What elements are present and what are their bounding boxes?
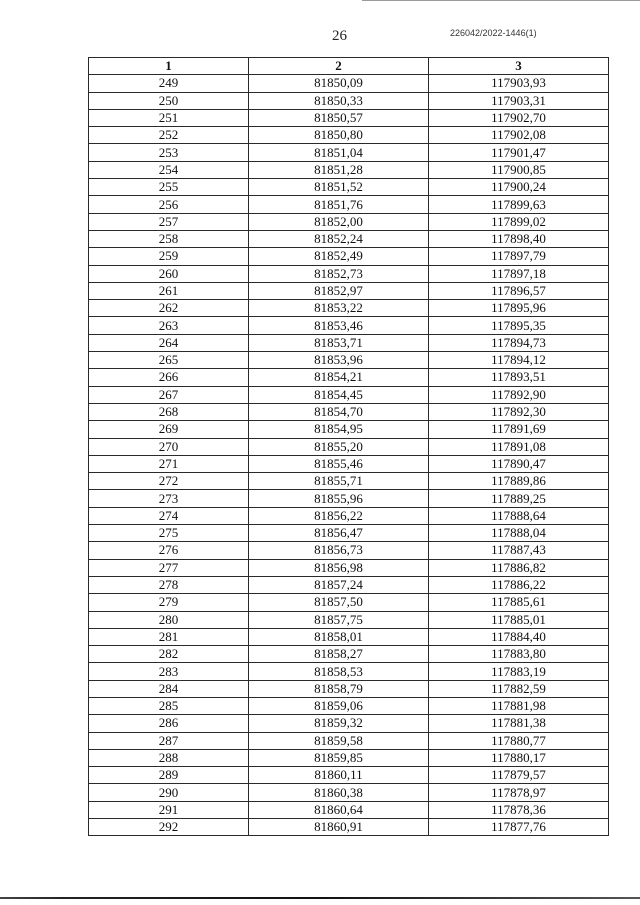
point-number-cell: 290 [89,784,249,801]
y-coordinate-cell: 117895,35 [429,317,609,334]
y-coordinate-cell: 117880,77 [429,732,609,749]
top-rule [362,0,640,1]
x-coordinate-cell: 81852,73 [249,265,429,282]
coordinates-table [88,57,609,836]
point-number-cell: 273 [89,490,249,507]
table-row [89,611,609,628]
point-number-cell: 279 [89,594,249,611]
table-row [89,680,609,697]
y-coordinate-cell: 117889,25 [429,490,609,507]
x-coordinate-cell: 81859,06 [249,697,429,714]
y-coordinate-cell: 117898,40 [429,230,609,247]
point-number-cell: 269 [89,421,249,438]
x-coordinate-cell: 81855,71 [249,473,429,490]
x-coordinate-cell: 81855,46 [249,455,429,472]
point-number-cell: 254 [89,161,249,178]
table-row [89,715,609,732]
point-number-cell: 291 [89,801,249,818]
x-coordinate-cell: 81857,50 [249,594,429,611]
y-coordinate-cell: 117883,19 [429,663,609,680]
y-coordinate-cell: 117878,36 [429,801,609,818]
y-coordinate-cell: 117903,31 [429,92,609,109]
x-coordinate-cell: 81855,96 [249,490,429,507]
y-coordinate-cell: 117889,86 [429,473,609,490]
y-coordinate-cell: 117899,02 [429,213,609,230]
x-coordinate-cell: 81856,22 [249,507,429,524]
x-coordinate-cell: 81859,58 [249,732,429,749]
y-coordinate-cell: 117901,47 [429,144,609,161]
point-number-cell: 260 [89,265,249,282]
x-coordinate-cell: 81854,95 [249,421,429,438]
x-coordinate-cell: 81856,98 [249,559,429,576]
table-row [89,507,609,524]
table-row [89,697,609,714]
table-row [89,749,609,766]
point-number-cell: 285 [89,697,249,714]
x-coordinate-cell: 81853,22 [249,300,429,317]
table-header-row [89,58,609,75]
x-coordinate-cell: 81860,38 [249,784,429,801]
table-row [89,369,609,386]
column-header-1: 1 [89,58,249,75]
x-coordinate-cell: 81856,47 [249,525,429,542]
table-row [89,144,609,161]
x-coordinate-cell: 81860,11 [249,767,429,784]
y-coordinate-cell: 117880,17 [429,749,609,766]
point-number-cell: 280 [89,611,249,628]
table-body [89,75,609,836]
y-coordinate-cell: 117902,70 [429,109,609,126]
document-code: 226042/2022-1446(1) [450,28,537,38]
x-coordinate-cell: 81851,28 [249,161,429,178]
y-coordinate-cell: 117886,22 [429,576,609,593]
point-number-cell: 283 [89,663,249,680]
y-coordinate-cell: 117886,82 [429,559,609,576]
x-coordinate-cell: 81857,24 [249,576,429,593]
point-number-cell: 272 [89,473,249,490]
table-row [89,438,609,455]
point-number-cell: 288 [89,749,249,766]
table-row [89,559,609,576]
y-coordinate-cell: 117879,57 [429,767,609,784]
y-coordinate-cell: 117897,79 [429,248,609,265]
table-row [89,525,609,542]
x-coordinate-cell: 81851,04 [249,144,429,161]
y-coordinate-cell: 117888,64 [429,507,609,524]
point-number-cell: 255 [89,179,249,196]
y-coordinate-cell: 117892,30 [429,403,609,420]
y-coordinate-cell: 117891,69 [429,421,609,438]
table-row [89,127,609,144]
x-coordinate-cell: 81852,24 [249,230,429,247]
column-header-3: 3 [429,58,609,75]
point-number-cell: 282 [89,646,249,663]
y-coordinate-cell: 117887,43 [429,542,609,559]
table-row [89,179,609,196]
x-coordinate-cell: 81858,27 [249,646,429,663]
table-row [89,196,609,213]
x-coordinate-cell: 81858,01 [249,628,429,645]
point-number-cell: 265 [89,352,249,369]
x-coordinate-cell: 81850,09 [249,75,429,92]
point-number-cell: 262 [89,300,249,317]
y-coordinate-cell: 117902,08 [429,127,609,144]
point-number-cell: 286 [89,715,249,732]
y-coordinate-cell: 117881,98 [429,697,609,714]
x-coordinate-cell: 81852,49 [249,248,429,265]
table-row [89,213,609,230]
table-row [89,282,609,299]
point-number-cell: 259 [89,248,249,265]
x-coordinate-cell: 81852,97 [249,282,429,299]
y-coordinate-cell: 117899,63 [429,196,609,213]
x-coordinate-cell: 81856,73 [249,542,429,559]
table-row [89,594,609,611]
y-coordinate-cell: 117900,85 [429,161,609,178]
x-coordinate-cell: 81850,80 [249,127,429,144]
y-coordinate-cell: 117893,51 [429,369,609,386]
y-coordinate-cell: 117888,04 [429,525,609,542]
x-coordinate-cell: 81858,53 [249,663,429,680]
table-row [89,403,609,420]
table-row [89,317,609,334]
y-coordinate-cell: 117878,97 [429,784,609,801]
point-number-cell: 274 [89,507,249,524]
y-coordinate-cell: 117881,38 [429,715,609,732]
y-coordinate-cell: 117896,57 [429,282,609,299]
y-coordinate-cell: 117903,93 [429,75,609,92]
point-number-cell: 253 [89,144,249,161]
y-coordinate-cell: 117894,73 [429,334,609,351]
x-coordinate-cell: 81852,00 [249,213,429,230]
point-number-cell: 281 [89,628,249,645]
table-row [89,230,609,247]
point-number-cell: 267 [89,386,249,403]
page-number: 26 [332,28,347,44]
table-row [89,732,609,749]
x-coordinate-cell: 81860,91 [249,819,429,836]
point-number-cell: 251 [89,109,249,126]
x-coordinate-cell: 81854,21 [249,369,429,386]
point-number-cell: 275 [89,525,249,542]
x-coordinate-cell: 81854,70 [249,403,429,420]
y-coordinate-cell: 117884,40 [429,628,609,645]
y-coordinate-cell: 117897,18 [429,265,609,282]
y-coordinate-cell: 117882,59 [429,680,609,697]
x-coordinate-cell: 81857,75 [249,611,429,628]
point-number-cell: 278 [89,576,249,593]
table-row [89,576,609,593]
point-number-cell: 292 [89,819,249,836]
x-coordinate-cell: 81853,71 [249,334,429,351]
y-coordinate-cell: 117877,76 [429,819,609,836]
point-number-cell: 276 [89,542,249,559]
point-number-cell: 270 [89,438,249,455]
table-row [89,352,609,369]
table-row [89,92,609,109]
y-coordinate-cell: 117895,96 [429,300,609,317]
table-row [89,646,609,663]
y-coordinate-cell: 117900,24 [429,179,609,196]
y-coordinate-cell: 117894,12 [429,352,609,369]
table-row [89,248,609,265]
x-coordinate-cell: 81855,20 [249,438,429,455]
point-number-cell: 289 [89,767,249,784]
point-number-cell: 268 [89,403,249,420]
x-coordinate-cell: 81850,33 [249,92,429,109]
y-coordinate-cell: 117885,61 [429,594,609,611]
x-coordinate-cell: 81854,45 [249,386,429,403]
table-row [89,490,609,507]
y-coordinate-cell: 117883,80 [429,646,609,663]
point-number-cell: 249 [89,75,249,92]
x-coordinate-cell: 81851,76 [249,196,429,213]
table-row [89,386,609,403]
table-row [89,819,609,836]
point-number-cell: 252 [89,127,249,144]
table-row [89,663,609,680]
x-coordinate-cell: 81858,79 [249,680,429,697]
point-number-cell: 261 [89,282,249,299]
point-number-cell: 258 [89,230,249,247]
x-coordinate-cell: 81850,57 [249,109,429,126]
bottom-rule [0,897,640,899]
y-coordinate-cell: 117890,47 [429,455,609,472]
y-coordinate-cell: 117892,90 [429,386,609,403]
table-row [89,334,609,351]
point-number-cell: 266 [89,369,249,386]
table-row [89,161,609,178]
x-coordinate-cell: 81859,85 [249,749,429,766]
point-number-cell: 256 [89,196,249,213]
table-row [89,455,609,472]
point-number-cell: 287 [89,732,249,749]
point-number-cell: 264 [89,334,249,351]
table-row [89,473,609,490]
table-row [89,542,609,559]
table-row [89,265,609,282]
table-row [89,628,609,645]
x-coordinate-cell: 81851,52 [249,179,429,196]
y-coordinate-cell: 117885,01 [429,611,609,628]
x-coordinate-cell: 81859,32 [249,715,429,732]
table-row [89,75,609,92]
point-number-cell: 250 [89,92,249,109]
point-number-cell: 284 [89,680,249,697]
table-row [89,109,609,126]
table-row [89,784,609,801]
table-row [89,801,609,818]
point-number-cell: 263 [89,317,249,334]
x-coordinate-cell: 81860,64 [249,801,429,818]
x-coordinate-cell: 81853,96 [249,352,429,369]
table-row [89,300,609,317]
point-number-cell: 277 [89,559,249,576]
y-coordinate-cell: 117891,08 [429,438,609,455]
point-number-cell: 271 [89,455,249,472]
table-row [89,421,609,438]
x-coordinate-cell: 81853,46 [249,317,429,334]
table-row [89,767,609,784]
point-number-cell: 257 [89,213,249,230]
column-header-2: 2 [249,58,429,75]
